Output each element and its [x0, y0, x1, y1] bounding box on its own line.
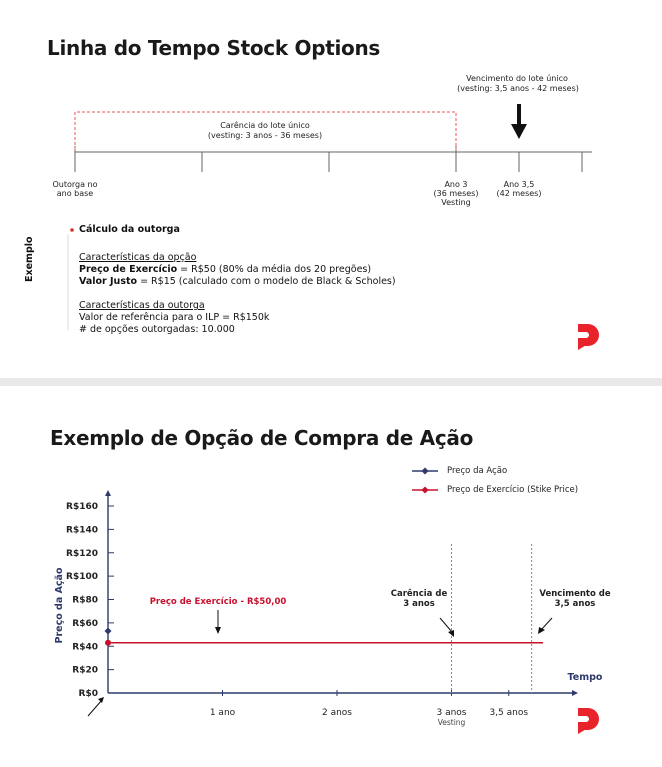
logo-icon-inner	[578, 716, 589, 722]
y-axis-arrow-icon	[105, 490, 111, 496]
vencimento-annotation-1: Vencimento de	[539, 589, 611, 599]
y-tick-label: R$160	[66, 502, 98, 512]
ano3-label-2: (36 meses)	[433, 189, 479, 198]
ano35-label-2: (42 meses)	[496, 189, 542, 198]
slide1-title: Linha do Tempo Stock Options	[47, 36, 381, 60]
y-tick-label: R$0	[78, 689, 98, 699]
x-tick-sublabel: Vesting	[437, 718, 466, 727]
strike-price-point	[105, 640, 111, 646]
carencia-arrow	[440, 618, 452, 632]
y-tick-label: R$100	[66, 572, 98, 583]
y-tick-label: R$60	[72, 618, 98, 629]
outorga-label-2: ano base	[56, 189, 94, 198]
y-tick-label: R$120	[66, 548, 98, 559]
vencimento-arrow	[541, 618, 552, 630]
vencimento-detail: (vesting: 3,5 anos - 42 meses)	[457, 84, 579, 93]
y-tick-label: R$140	[66, 525, 98, 536]
carencia-arrow-head	[448, 630, 454, 637]
option-line-1	[79, 264, 371, 276]
grant-line-2: # de opções outorgadas: 10.000	[79, 324, 235, 335]
x-axis-arrow-icon	[572, 690, 578, 696]
ano35-label-1: Ano 3,5	[503, 180, 535, 189]
option-line-2	[79, 276, 396, 288]
origin-arrow-head	[98, 697, 104, 703]
vencimento-label: Vencimento do lote único	[466, 74, 568, 83]
bullet-heading: Cálculo da outorga	[79, 224, 180, 235]
origin-arrow	[88, 700, 102, 716]
legend-label-stock: Preço da Ação	[447, 466, 508, 476]
stock-price-point	[105, 628, 112, 635]
vencimento-arrow-head	[511, 124, 527, 139]
x-tick-label: 2 anos	[321, 708, 353, 718]
y-tick-label: R$80	[72, 595, 98, 606]
exemplo-side-label: Exemplo	[24, 236, 35, 282]
outorga-label-1: Outorga no	[52, 180, 98, 189]
strike-annotation-arrow-head	[215, 627, 221, 634]
carencia-annotation-1: Carência de	[390, 589, 448, 599]
chart-slide	[0, 386, 662, 767]
x-axis-label: Tempo	[567, 672, 603, 683]
grant-line-1: Valor de referência para o ILP = R$150k	[79, 312, 270, 323]
x-tick-label: 1 ano	[209, 708, 236, 718]
y-tick-label: R$20	[72, 665, 98, 676]
option-line-1-value: = R$50 (80% da média dos 20 pregões)	[177, 264, 372, 275]
x-tick-label: 3,5 anos	[489, 708, 529, 718]
stock-option-chart	[0, 386, 662, 767]
carencia-annotation-2: 3 anos	[403, 599, 435, 609]
carencia-label: Carência do lote único	[220, 121, 310, 130]
y-tick-label: R$40	[72, 642, 98, 653]
timeline-slide	[0, 0, 662, 378]
option-line-2-label: Valor Justo	[79, 276, 138, 287]
bullet-dot	[70, 228, 74, 232]
logo-icon	[578, 324, 599, 350]
ano3-label-1: Ano 3	[444, 180, 468, 189]
x-tick-label: 3 anos	[436, 708, 467, 718]
option-line-1-label: Preço de Exercício	[79, 264, 178, 275]
grant-heading: Características da outorga	[79, 300, 205, 311]
y-axis-label: Preço da Ação	[54, 567, 65, 644]
legend-marker-stock	[422, 468, 429, 475]
option-heading: Características da opção	[79, 252, 197, 263]
slide2-title: Exemplo de Opção de Compra de Ação	[50, 426, 474, 450]
legend-label-strike: Preço de Exercício (Stike Price)	[447, 485, 579, 495]
vencimento-arrow-head	[538, 627, 545, 634]
strike-annotation: Preço de Exercício - R$50,00	[149, 597, 287, 607]
legend-marker-strike	[422, 487, 429, 494]
carencia-detail: (vesting: 3 anos - 36 meses)	[207, 131, 323, 140]
vencimento-annotation-2: 3,5 anos	[554, 599, 596, 609]
ano3-label-3: Vesting	[441, 198, 471, 207]
option-line-2-value: = R$15 (calculado com o modelo de Black & Scholes)	[137, 276, 396, 287]
